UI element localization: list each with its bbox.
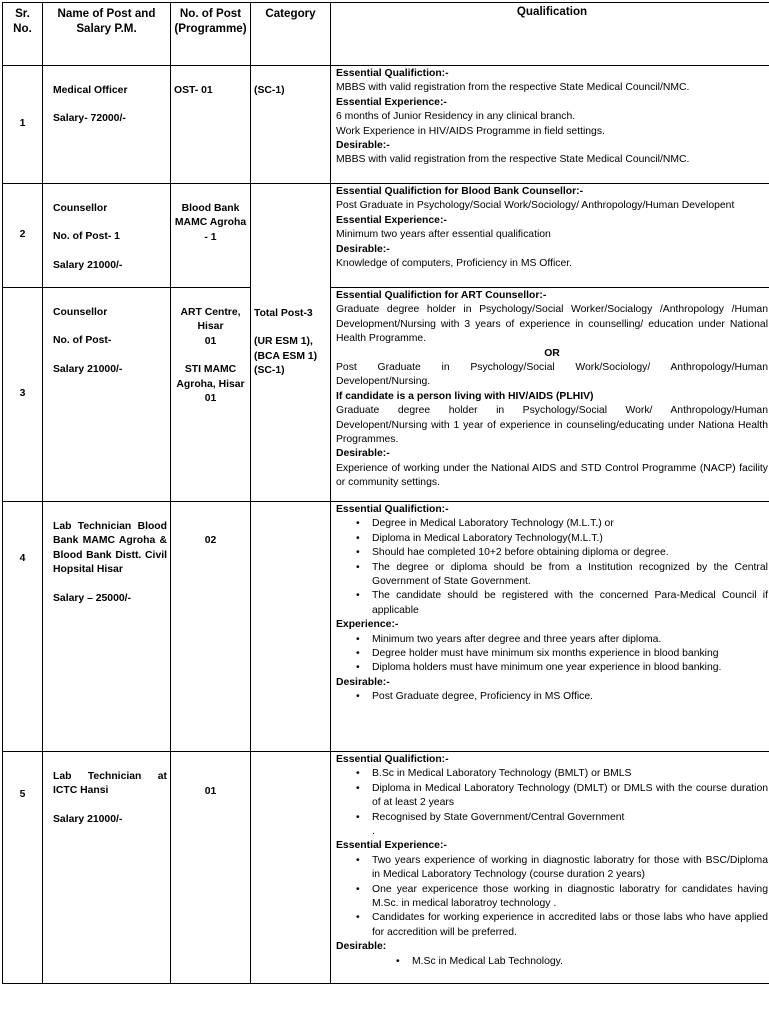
row-sr: 3 xyxy=(3,288,43,502)
list-item: • Degree in Medical Laboratory Technology (M.L.T.) or xyxy=(372,517,768,531)
q-text: Post Graduate in Psychology/Social Work/Sociology/ Anthropology/Human Developent xyxy=(336,199,768,213)
q-text: MBBS with valid registration from the respective State Medical Council/NMC. xyxy=(336,153,768,167)
table-row xyxy=(3,66,769,184)
q-heading: If candidate is a person living with HIV/AIDS (PLHIV) xyxy=(336,390,768,404)
q-list xyxy=(336,633,768,676)
centre-name: STI MAMC Agroha, Hisar xyxy=(174,363,247,392)
header-category: Category xyxy=(251,3,331,66)
list-item: • Diploma in Medical Laboratory Technology(M.L.T.) xyxy=(372,532,768,546)
list-item: • Diploma holders must have minimum one year experience in blood banking. xyxy=(372,661,768,675)
table-row xyxy=(3,288,769,502)
shared-category xyxy=(251,184,331,502)
q-heading: Essential Qualifiction:- xyxy=(336,753,768,767)
q-list xyxy=(336,517,768,618)
post-name-cell xyxy=(43,288,171,502)
qualification-cell xyxy=(331,66,769,184)
q-heading: Essential Experience:- xyxy=(336,214,768,228)
list-item: • The degree or diploma should be from a Institution recognized by the Central Government of State Government. xyxy=(372,561,768,590)
list-item: • One year expericence those working in diagnostic laboratry for candidates having M.Sc. in medical laboratroy technology . xyxy=(372,883,768,912)
q-text: Post Graduate in Psychology/Social Work/Sociology/ Anthropology/Human Developent/Nursing. xyxy=(336,361,768,390)
q-text: Knowledge of computers, Proficiency in MS Officer. xyxy=(336,257,768,271)
post-salary: Salary 21000/- xyxy=(53,259,167,273)
list-item: • Should hae completed 10+2 before obtaining diploma or degree. xyxy=(372,546,768,560)
list-item: • Degree holder must have minimum six months experience in blood banking xyxy=(372,647,768,661)
q-heading: Essential Qualifiction for ART Counsellor:- xyxy=(336,289,768,303)
no-of-post: 01 xyxy=(171,752,251,984)
post-name: Medical Officer xyxy=(53,84,167,98)
post-salary: Salary- 72000/- xyxy=(53,112,167,126)
post-name: Counsellor xyxy=(53,202,167,216)
q-list xyxy=(336,690,768,704)
post-name: Lab Technician at ICTC Hansi xyxy=(53,770,167,799)
q-heading: Essential Qualifiction:- xyxy=(336,503,768,517)
list-item: • Two years experience of working in diagnostic laboratry for those with BSC/Diploma in Medical Laboratory Technology (course duration 2 years) xyxy=(372,854,768,883)
category-empty xyxy=(251,752,331,984)
q-text: Graduate degree holder in Psychology/Social Worker/Socialogy /Anthropology /Human Development/Nursing with 3 years of experience in counselling/ education under National Health Programme. xyxy=(336,303,768,346)
category-empty xyxy=(251,502,331,752)
q-text: Graduate degree holder in Psychology/Social Work/ Anthropology/Human Developent/Nursing with 1 year of experience in counseling/educating under Nationa Health Programmes. xyxy=(336,404,768,447)
q-text: Experience of working under the National AIDS and STD Control Programme (NACP) facility or community settings. xyxy=(336,462,768,491)
list-item: • B.Sc in Medical Laboratory Technology (BMLT) or BMLS xyxy=(372,767,768,781)
post-name-cell xyxy=(43,66,171,184)
list-item: • The candidate should be registered with the concerned Para-Medical Council if applicable xyxy=(372,589,768,618)
q-text: Work Experience in HIV/AIDS Programme in field settings. xyxy=(336,125,768,139)
q-heading: Desirable:- xyxy=(336,676,768,690)
post-name-cell xyxy=(43,502,171,752)
post-name: Lab Technician Blood Bank MAMC Agroha & Blood Bank Distt. Civil Hopsital Hisar xyxy=(53,520,167,578)
header-name: Name of Post and Salary P.M. xyxy=(43,3,171,66)
q-heading: Desirable:- xyxy=(336,139,768,153)
table-row xyxy=(3,752,769,984)
qualification-cell xyxy=(331,502,769,752)
category-detail: (UR ESM 1), (BCA ESM 1) (SC-1) xyxy=(254,335,327,378)
q-heading: Essential Qualifiction:- xyxy=(336,67,768,81)
row-sr: 2 xyxy=(3,184,43,288)
centre-count: 01 xyxy=(174,392,247,406)
stray-dot: . xyxy=(336,825,768,839)
no-of-post xyxy=(171,288,251,502)
q-heading: Essential Qualifiction for Blood Bank Counsellor:- xyxy=(336,185,768,199)
q-heading: Essential Experience:- xyxy=(336,839,768,853)
centre-count: 01 xyxy=(174,335,247,349)
q-or: OR xyxy=(336,347,768,361)
row-sr: 5 xyxy=(3,752,43,984)
post-count: No. of Post- 1 xyxy=(53,230,167,244)
post-name-cell xyxy=(43,752,171,984)
header-qualification: Qualification xyxy=(331,3,769,66)
category: (SC-1) xyxy=(251,66,331,184)
q-heading: Desirable:- xyxy=(336,447,768,461)
list-item: • Minimum two years after degree and three years after diploma. xyxy=(372,633,768,647)
q-heading: Desirable: xyxy=(336,940,768,954)
post-name: Counsellor xyxy=(53,306,167,320)
list-item: • M.Sc in Medical Lab Technology. xyxy=(412,955,768,969)
q-heading: Experience:- xyxy=(336,618,768,632)
qualification-cell xyxy=(331,752,769,984)
post-salary: Salary – 25000/- xyxy=(53,592,167,606)
table-header-row xyxy=(3,3,769,66)
no-of-post: 02 xyxy=(171,502,251,752)
q-heading: Desirable:- xyxy=(336,243,768,257)
q-text: 6 months of Junior Residency in any clinical branch. xyxy=(336,110,768,124)
row-sr: 1 xyxy=(3,66,43,184)
post-count: No. of Post- xyxy=(53,334,167,348)
q-text: MBBS with valid registration from the respective State Medical Council/NMC. xyxy=(336,81,768,95)
q-list xyxy=(336,955,768,969)
list-item: • Diploma in Medical Laboratory Technology (DMLT) or DMLS with the course duration of at least 2 years xyxy=(372,782,768,811)
no-of-post: OST- 01 xyxy=(171,66,251,184)
table-row xyxy=(3,184,769,288)
q-heading: Essential Experience:- xyxy=(336,96,768,110)
post-salary: Salary 21000/- xyxy=(53,363,167,377)
post-salary: Salary 21000/- xyxy=(53,813,167,827)
list-item: • Post Graduate degree, Proficiency in MS Office. xyxy=(372,690,768,704)
recruitment-table xyxy=(2,2,769,984)
qualification-cell xyxy=(331,184,769,288)
post-name-cell xyxy=(43,184,171,288)
list-item: • Candidates for working experience in accredited labs or those labs who have applied for accredition will be preferred. xyxy=(372,911,768,940)
no-of-post: Blood Bank MAMC Agroha - 1 xyxy=(171,184,251,288)
list-item: • Recognised by State Government/Central Government xyxy=(372,811,768,825)
q-list xyxy=(336,767,768,825)
table-row xyxy=(3,502,769,752)
row-sr: 4 xyxy=(3,502,43,752)
header-sr: Sr. No. xyxy=(3,3,43,66)
q-text: Minimum two years after essential qualification xyxy=(336,228,768,242)
q-list xyxy=(336,854,768,940)
category-total: Total Post-3 xyxy=(254,307,327,321)
qualification-cell xyxy=(331,288,769,502)
header-no-of-post: No. of Post (Programme) xyxy=(171,3,251,66)
centre-name: ART Centre, Hisar xyxy=(174,306,247,335)
